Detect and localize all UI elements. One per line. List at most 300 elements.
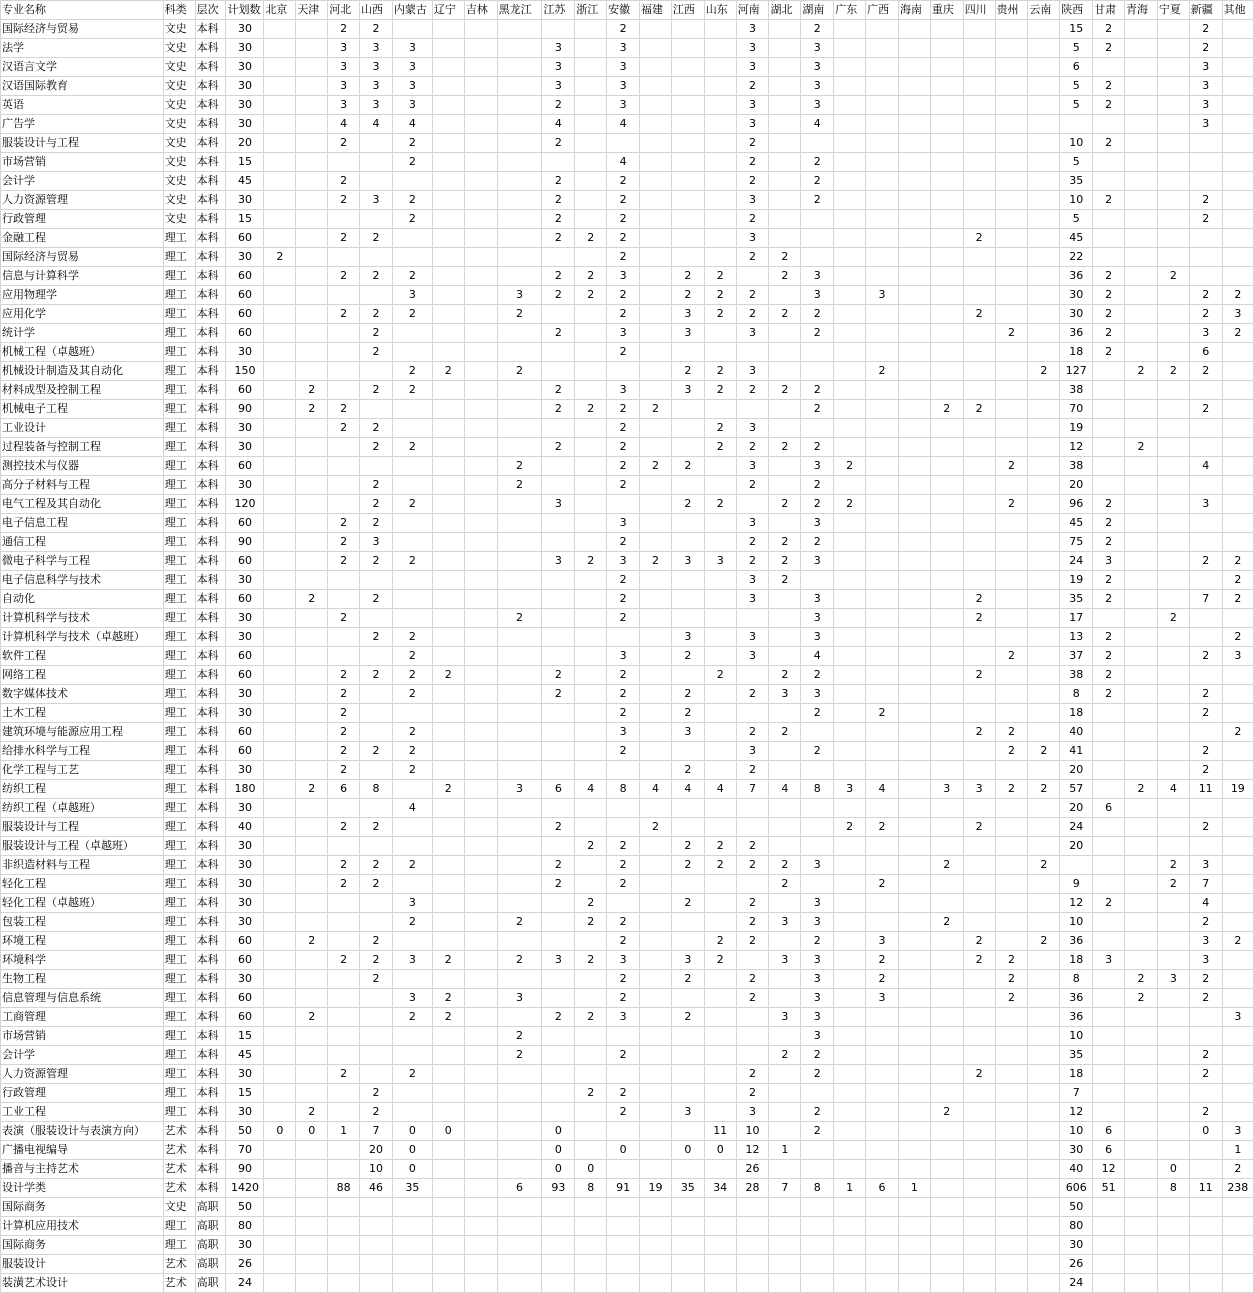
table-cell: 2 bbox=[995, 780, 1028, 799]
table-cell bbox=[464, 1160, 497, 1179]
table-cell bbox=[575, 1065, 607, 1084]
table-cell: 2 bbox=[607, 666, 640, 685]
table-cell bbox=[392, 476, 432, 495]
table-cell bbox=[834, 1217, 866, 1236]
table-cell: 2 bbox=[671, 704, 704, 723]
table-cell bbox=[464, 761, 497, 780]
table-cell: 3 bbox=[801, 609, 834, 628]
table-cell bbox=[1028, 229, 1060, 248]
table-cell bbox=[640, 742, 672, 761]
table-cell: 理工 bbox=[163, 837, 195, 856]
table-cell bbox=[497, 666, 542, 685]
table-cell: 3 bbox=[1189, 77, 1222, 96]
table-cell: 2 bbox=[801, 1122, 834, 1141]
table-cell: 2 bbox=[995, 970, 1028, 989]
table-cell bbox=[296, 58, 328, 77]
table-cell bbox=[834, 1160, 866, 1179]
table-cell: 2 bbox=[360, 267, 393, 286]
table-cell: 30 bbox=[226, 191, 264, 210]
table-cell: 2 bbox=[1222, 628, 1253, 647]
table-cell bbox=[542, 1065, 575, 1084]
table-cell bbox=[801, 343, 834, 362]
table-cell bbox=[296, 875, 328, 894]
table-cell bbox=[1125, 134, 1158, 153]
table-cell bbox=[930, 723, 963, 742]
table-cell: 2 bbox=[640, 552, 672, 571]
table-cell: 2 bbox=[497, 305, 542, 324]
table-cell: 3 bbox=[736, 419, 769, 438]
table-cell bbox=[640, 875, 672, 894]
table-cell bbox=[575, 590, 607, 609]
table-cell bbox=[834, 1255, 866, 1274]
table-cell bbox=[575, 723, 607, 742]
table-cell bbox=[1125, 761, 1158, 780]
table-cell bbox=[963, 495, 995, 514]
table-cell bbox=[930, 362, 963, 381]
table-cell bbox=[995, 685, 1028, 704]
table-cell bbox=[607, 1065, 640, 1084]
table-cell bbox=[963, 39, 995, 58]
column-header: 海南 bbox=[898, 1, 930, 20]
table-cell bbox=[464, 951, 497, 970]
table-cell bbox=[497, 1198, 542, 1217]
table-cell bbox=[898, 248, 930, 267]
table-cell bbox=[640, 1274, 672, 1293]
table-cell bbox=[963, 856, 995, 875]
major-name-cell: 应用化学 bbox=[1, 305, 164, 324]
table-cell: 4 bbox=[1157, 780, 1189, 799]
column-header: 吉林 bbox=[464, 1, 497, 20]
table-cell bbox=[432, 286, 464, 305]
table-cell: 2 bbox=[866, 970, 899, 989]
table-cell bbox=[930, 305, 963, 324]
table-cell: 2 bbox=[769, 267, 801, 286]
table-cell bbox=[1028, 989, 1060, 1008]
table-cell bbox=[769, 58, 801, 77]
table-cell bbox=[575, 856, 607, 875]
table-cell: 2 bbox=[866, 875, 899, 894]
table-cell: 90 bbox=[226, 400, 264, 419]
table-cell bbox=[1093, 172, 1125, 191]
table-cell: 理工 bbox=[163, 1027, 195, 1046]
table-cell bbox=[575, 647, 607, 666]
table-cell bbox=[1028, 666, 1060, 685]
table-cell bbox=[1222, 153, 1253, 172]
table-cell bbox=[264, 875, 296, 894]
table-cell bbox=[866, 533, 899, 552]
table-cell bbox=[360, 837, 393, 856]
table-cell: 本科 bbox=[195, 172, 226, 191]
table-cell bbox=[640, 647, 672, 666]
table-cell bbox=[1028, 324, 1060, 343]
table-cell bbox=[801, 1236, 834, 1255]
table-cell: 2 bbox=[834, 457, 866, 476]
table-cell bbox=[866, 77, 899, 96]
table-cell: 2 bbox=[607, 305, 640, 324]
major-name-cell: 计算机应用技术 bbox=[1, 1217, 164, 1236]
table-cell: 2 bbox=[497, 1027, 542, 1046]
table-cell: 12 bbox=[1060, 438, 1093, 457]
table-cell: 70 bbox=[226, 1141, 264, 1160]
table-cell bbox=[898, 134, 930, 153]
table-cell bbox=[930, 1084, 963, 1103]
table-cell: 3 bbox=[671, 723, 704, 742]
table-cell bbox=[640, 723, 672, 742]
table-cell bbox=[704, 970, 736, 989]
table-cell bbox=[264, 609, 296, 628]
table-cell bbox=[432, 96, 464, 115]
table-cell bbox=[1189, 571, 1222, 590]
table-cell bbox=[1028, 210, 1060, 229]
table-cell bbox=[834, 856, 866, 875]
table-cell bbox=[1093, 153, 1125, 172]
table-cell bbox=[1222, 39, 1253, 58]
table-cell: 2 bbox=[866, 818, 899, 837]
table-cell bbox=[328, 1217, 360, 1236]
table-cell: 3 bbox=[542, 552, 575, 571]
table-cell bbox=[1028, 913, 1060, 932]
table-cell bbox=[736, 1255, 769, 1274]
table-cell: 2 bbox=[607, 286, 640, 305]
table-cell: 2 bbox=[801, 400, 834, 419]
table-cell bbox=[640, 438, 672, 457]
table-cell bbox=[640, 704, 672, 723]
table-cell bbox=[464, 533, 497, 552]
table-cell: 4 bbox=[801, 647, 834, 666]
table-cell bbox=[497, 932, 542, 951]
table-row bbox=[1, 191, 1254, 210]
table-cell: 3 bbox=[1189, 115, 1222, 134]
table-cell bbox=[464, 153, 497, 172]
table-row bbox=[1, 1046, 1254, 1065]
table-cell: 本科 bbox=[195, 761, 226, 780]
table-cell bbox=[328, 628, 360, 647]
table-cell bbox=[930, 1160, 963, 1179]
table-cell bbox=[575, 818, 607, 837]
table-cell bbox=[1222, 77, 1253, 96]
table-cell bbox=[432, 609, 464, 628]
table-cell bbox=[995, 818, 1028, 837]
table-cell bbox=[497, 20, 542, 39]
table-cell bbox=[1157, 1217, 1189, 1236]
table-cell: 3 bbox=[736, 590, 769, 609]
table-cell bbox=[464, 685, 497, 704]
major-name-cell: 网络工程 bbox=[1, 666, 164, 685]
table-cell: 2 bbox=[995, 324, 1028, 343]
table-cell: 36 bbox=[1060, 1008, 1093, 1027]
table-cell: 2 bbox=[930, 856, 963, 875]
table-cell bbox=[930, 704, 963, 723]
table-cell bbox=[1028, 115, 1060, 134]
table-cell: 20 bbox=[1060, 476, 1093, 495]
table-cell: 2 bbox=[1028, 742, 1060, 761]
table-cell bbox=[328, 381, 360, 400]
table-cell bbox=[995, 248, 1028, 267]
table-cell bbox=[930, 210, 963, 229]
table-cell bbox=[360, 913, 393, 932]
table-cell bbox=[834, 153, 866, 172]
table-cell bbox=[671, 1065, 704, 1084]
table-row bbox=[1, 438, 1254, 457]
table-cell: 2 bbox=[607, 685, 640, 704]
table-cell bbox=[497, 1084, 542, 1103]
table-cell bbox=[930, 476, 963, 495]
table-cell bbox=[264, 685, 296, 704]
table-cell: 6 bbox=[866, 1179, 899, 1198]
table-cell: 2 bbox=[607, 438, 640, 457]
table-cell bbox=[930, 1141, 963, 1160]
table-cell: 艺术 bbox=[163, 1274, 195, 1293]
table-cell bbox=[898, 609, 930, 628]
table-cell bbox=[296, 951, 328, 970]
table-cell: 2 bbox=[607, 1046, 640, 1065]
table-cell: 2 bbox=[392, 210, 432, 229]
table-cell bbox=[930, 495, 963, 514]
table-cell bbox=[497, 837, 542, 856]
table-cell bbox=[834, 609, 866, 628]
table-cell: 2 bbox=[575, 913, 607, 932]
table-cell bbox=[328, 590, 360, 609]
table-cell: 2 bbox=[607, 476, 640, 495]
table-cell: 2 bbox=[671, 286, 704, 305]
major-name-cell: 国际经济与贸易 bbox=[1, 248, 164, 267]
table-cell: 理工 bbox=[163, 894, 195, 913]
table-cell: 2 bbox=[1093, 134, 1125, 153]
table-cell bbox=[1028, 457, 1060, 476]
table-cell: 本科 bbox=[195, 362, 226, 381]
table-cell bbox=[296, 495, 328, 514]
major-name-cell: 服装设计 bbox=[1, 1255, 164, 1274]
major-name-cell: 会计学 bbox=[1, 1046, 164, 1065]
table-cell bbox=[930, 438, 963, 457]
table-cell bbox=[1028, 1160, 1060, 1179]
table-cell bbox=[671, 96, 704, 115]
table-cell bbox=[432, 723, 464, 742]
table-cell bbox=[607, 1236, 640, 1255]
table-cell bbox=[432, 1255, 464, 1274]
table-cell: 2 bbox=[328, 305, 360, 324]
table-cell: 2 bbox=[1125, 970, 1158, 989]
table-cell bbox=[704, 989, 736, 1008]
table-cell: 3 bbox=[1189, 495, 1222, 514]
table-cell: 88 bbox=[328, 1179, 360, 1198]
table-cell: 2 bbox=[360, 1103, 393, 1122]
table-cell bbox=[801, 229, 834, 248]
table-cell: 本科 bbox=[195, 134, 226, 153]
table-cell bbox=[328, 1198, 360, 1217]
table-row bbox=[1, 1217, 1254, 1236]
table-cell bbox=[1222, 438, 1253, 457]
table-cell: 2 bbox=[769, 723, 801, 742]
table-cell bbox=[898, 1217, 930, 1236]
table-cell bbox=[866, 552, 899, 571]
table-cell bbox=[464, 134, 497, 153]
major-name-cell: 建筑环境与能源应用工程 bbox=[1, 723, 164, 742]
table-cell: 2 bbox=[392, 191, 432, 210]
table-cell bbox=[464, 286, 497, 305]
table-cell: 60 bbox=[226, 381, 264, 400]
table-cell: 2 bbox=[1189, 39, 1222, 58]
major-name-cell: 自动化 bbox=[1, 590, 164, 609]
table-cell: 0 bbox=[1189, 1122, 1222, 1141]
table-cell: 15 bbox=[226, 153, 264, 172]
table-cell bbox=[264, 362, 296, 381]
table-cell bbox=[1093, 1065, 1125, 1084]
table-cell bbox=[464, 438, 497, 457]
table-cell: 2 bbox=[930, 1103, 963, 1122]
table-cell bbox=[1028, 609, 1060, 628]
table-cell bbox=[264, 172, 296, 191]
table-cell: 文史 bbox=[163, 39, 195, 58]
table-cell: 2 bbox=[542, 324, 575, 343]
table-cell bbox=[575, 343, 607, 362]
table-cell bbox=[930, 875, 963, 894]
table-cell bbox=[264, 1236, 296, 1255]
table-cell bbox=[296, 989, 328, 1008]
table-cell bbox=[866, 210, 899, 229]
table-cell bbox=[1189, 1141, 1222, 1160]
table-cell bbox=[866, 1008, 899, 1027]
table-cell bbox=[1093, 438, 1125, 457]
table-cell bbox=[1028, 286, 1060, 305]
table-cell bbox=[769, 1217, 801, 1236]
table-cell: 理工 bbox=[163, 229, 195, 248]
table-cell bbox=[264, 96, 296, 115]
table-cell: 30 bbox=[226, 856, 264, 875]
table-cell bbox=[995, 210, 1028, 229]
table-cell bbox=[432, 856, 464, 875]
table-cell: 理工 bbox=[163, 704, 195, 723]
table-cell bbox=[1125, 58, 1158, 77]
table-row bbox=[1, 457, 1254, 476]
table-cell: 5 bbox=[1060, 39, 1093, 58]
table-cell: 2 bbox=[432, 1008, 464, 1027]
table-cell: 3 bbox=[801, 514, 834, 533]
table-cell: 本科 bbox=[195, 1103, 226, 1122]
table-cell bbox=[464, 1198, 497, 1217]
table-cell bbox=[995, 514, 1028, 533]
table-cell bbox=[328, 248, 360, 267]
table-cell bbox=[264, 1274, 296, 1293]
table-cell bbox=[296, 1065, 328, 1084]
table-cell: 2 bbox=[1028, 932, 1060, 951]
table-cell: 2 bbox=[542, 172, 575, 191]
table-cell bbox=[866, 1160, 899, 1179]
table-cell bbox=[1157, 1236, 1189, 1255]
table-cell bbox=[360, 609, 393, 628]
table-cell: 2 bbox=[360, 856, 393, 875]
table-cell bbox=[930, 77, 963, 96]
table-cell bbox=[866, 58, 899, 77]
table-cell: 2 bbox=[1093, 20, 1125, 39]
table-cell bbox=[264, 1027, 296, 1046]
table-cell: 2 bbox=[704, 362, 736, 381]
table-cell bbox=[1157, 685, 1189, 704]
table-cell: 理工 bbox=[163, 343, 195, 362]
table-cell: 3 bbox=[360, 533, 393, 552]
table-cell: 2 bbox=[1125, 780, 1158, 799]
table-cell bbox=[930, 96, 963, 115]
table-cell bbox=[1222, 742, 1253, 761]
table-cell bbox=[464, 115, 497, 134]
table-cell: 本科 bbox=[195, 1027, 226, 1046]
table-cell bbox=[575, 248, 607, 267]
table-cell bbox=[671, 1027, 704, 1046]
table-cell: 3 bbox=[963, 780, 995, 799]
major-name-cell: 电气工程及其自动化 bbox=[1, 495, 164, 514]
table-cell bbox=[898, 552, 930, 571]
table-cell bbox=[575, 1274, 607, 1293]
table-cell bbox=[963, 1198, 995, 1217]
table-cell bbox=[834, 970, 866, 989]
table-cell bbox=[963, 989, 995, 1008]
table-cell: 2 bbox=[1093, 96, 1125, 115]
table-cell bbox=[671, 1160, 704, 1179]
table-cell: 2 bbox=[736, 856, 769, 875]
table-cell bbox=[1189, 1236, 1222, 1255]
table-cell bbox=[866, 1274, 899, 1293]
table-cell: 2 bbox=[1189, 1065, 1222, 1084]
table-cell bbox=[995, 666, 1028, 685]
table-cell: 2 bbox=[1028, 362, 1060, 381]
table-cell bbox=[1157, 172, 1189, 191]
table-row bbox=[1, 305, 1254, 324]
table-cell bbox=[963, 742, 995, 761]
table-row bbox=[1, 248, 1254, 267]
table-cell bbox=[1028, 761, 1060, 780]
table-cell: 20 bbox=[360, 1141, 393, 1160]
table-cell bbox=[640, 115, 672, 134]
table-cell: 理工 bbox=[163, 1084, 195, 1103]
table-cell: 4 bbox=[704, 780, 736, 799]
table-cell bbox=[704, 476, 736, 495]
table-cell: 2 bbox=[542, 1008, 575, 1027]
table-cell bbox=[575, 666, 607, 685]
table-cell bbox=[497, 153, 542, 172]
table-row bbox=[1, 96, 1254, 115]
table-cell: 理工 bbox=[163, 590, 195, 609]
table-cell: 60 bbox=[226, 324, 264, 343]
table-cell bbox=[1125, 77, 1158, 96]
table-cell bbox=[1157, 704, 1189, 723]
table-cell bbox=[1028, 400, 1060, 419]
table-cell bbox=[769, 362, 801, 381]
table-cell bbox=[995, 704, 1028, 723]
table-cell bbox=[801, 837, 834, 856]
table-cell: 理工 bbox=[163, 476, 195, 495]
table-cell: 2 bbox=[607, 590, 640, 609]
table-cell bbox=[432, 1065, 464, 1084]
column-header: 河南 bbox=[736, 1, 769, 20]
table-cell: 3 bbox=[801, 913, 834, 932]
table-cell: 3 bbox=[607, 381, 640, 400]
table-cell bbox=[671, 666, 704, 685]
major-name-cell: 数字媒体技术 bbox=[1, 685, 164, 704]
table-cell: 2 bbox=[328, 419, 360, 438]
table-cell bbox=[963, 1046, 995, 1065]
table-cell bbox=[834, 590, 866, 609]
table-cell bbox=[328, 913, 360, 932]
table-cell: 本科 bbox=[195, 115, 226, 134]
table-cell bbox=[1189, 1027, 1222, 1046]
table-cell bbox=[995, 875, 1028, 894]
table-row bbox=[1, 818, 1254, 837]
table-cell bbox=[264, 305, 296, 324]
table-cell: 本科 bbox=[195, 1160, 226, 1179]
table-cell: 3 bbox=[801, 286, 834, 305]
table-cell: 127 bbox=[1060, 362, 1093, 381]
table-cell: 13 bbox=[1060, 628, 1093, 647]
